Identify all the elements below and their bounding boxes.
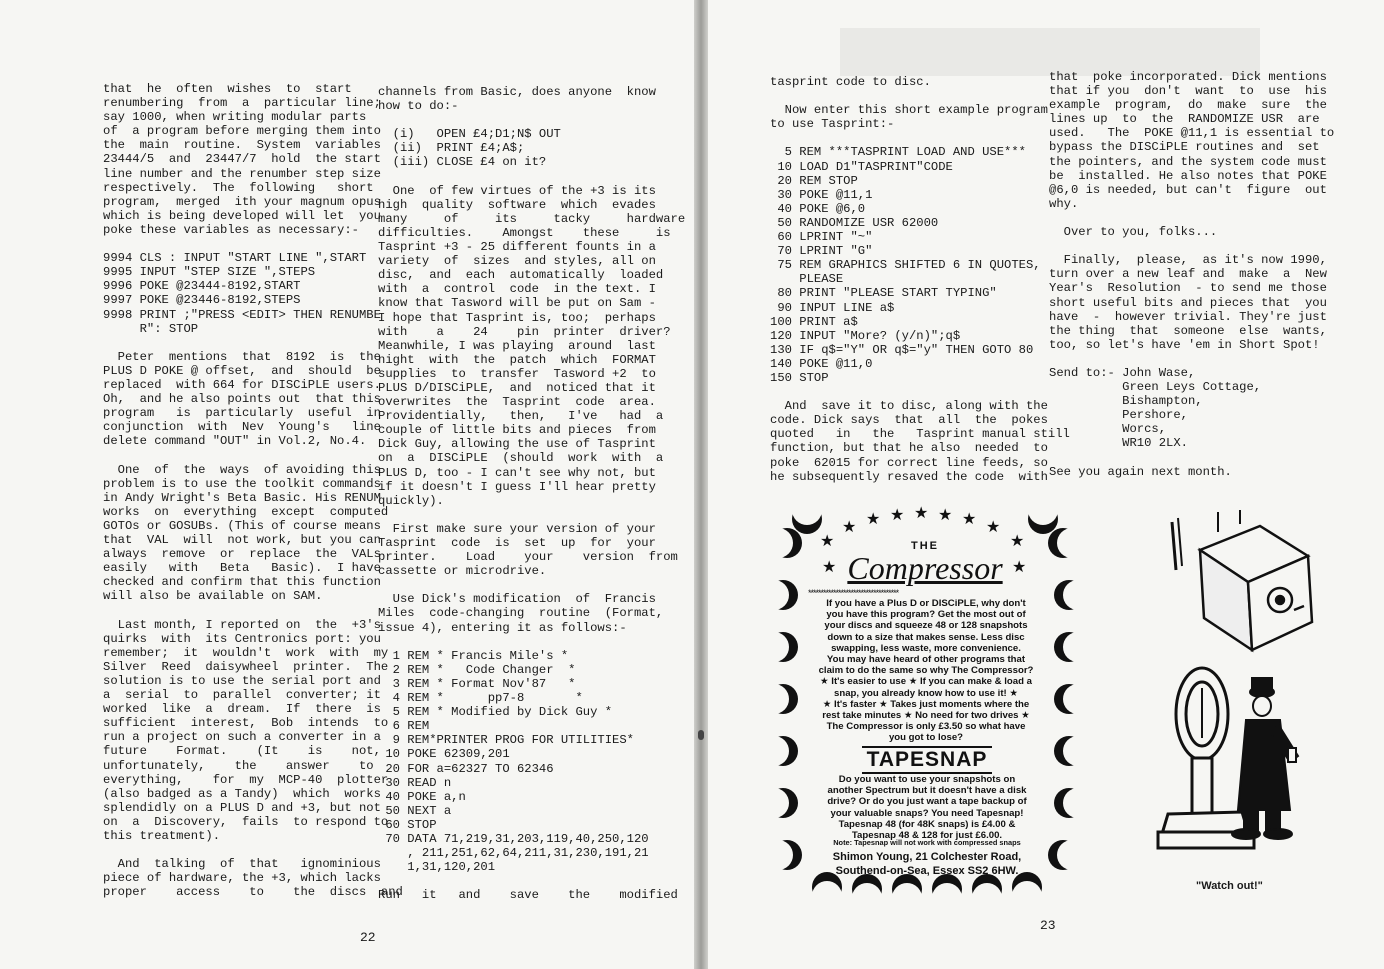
text-line: Year's Resolution - to send me those	[1049, 281, 1327, 296]
text-line: poke 62015 for correct line feeds, so	[770, 455, 1048, 470]
text-line: Tasprint +3 - 25 different founts in a	[378, 240, 656, 255]
ad-copy-line: you got to lose?	[888, 732, 964, 744]
text-line: channels from Basic, does anyone know	[378, 85, 656, 99]
cartoon-caption: "Watch out!"	[1196, 880, 1263, 892]
text-line: on a Discovery, fails to respond to	[103, 814, 389, 829]
text-line: 9998 PRINT ;"PRESS <EDIT> THEN RENUMBE	[103, 307, 381, 322]
moon-ornament	[1054, 632, 1084, 662]
text-line: poke these variables as necessary:-	[103, 222, 359, 237]
ad-copy-line: claim to do the same so why The Compressor?	[818, 665, 1034, 677]
text-line: night with the patch which FORMAT	[378, 352, 656, 367]
star-ornament: ★	[1012, 559, 1027, 576]
text-line	[378, 874, 685, 888]
text-line: replaced with 664 for DISCiPLE users.	[103, 377, 381, 392]
star-ornament: ★	[822, 559, 837, 576]
moon-ornament	[1028, 504, 1058, 534]
text-line: 1,31,120,201	[378, 860, 496, 875]
text-line: Worcs,	[1049, 422, 1167, 437]
ad-copy-line: down to a size that makes sense. Less disc	[827, 631, 1025, 643]
text-line	[1049, 239, 1334, 253]
ad-copy-line: ★ It's faster ★ Takes just moments where the	[822, 698, 1030, 710]
text-line: that VAL will not work, but you can	[103, 533, 381, 547]
text-line: splendidly on a PLUS D and +3, but not	[103, 800, 381, 815]
text-line: Finally, please, as it's now 1990,	[1049, 253, 1327, 268]
ad-tapesnap-copy	[810, 774, 1044, 841]
text-line: Run it and save the modified	[378, 888, 678, 903]
moon-ornament	[1054, 736, 1084, 766]
text-line: this treatment).	[103, 828, 221, 843]
text-line	[103, 237, 403, 251]
text-line: say 1000, when writing modular parts	[103, 110, 367, 125]
ad-address-line: Southend-on-Sea, Essex SS2 6HW.	[835, 865, 1019, 877]
text-line: 80 PRINT "PLEASE START TYPING"	[770, 286, 997, 301]
text-line: to use Tasprint:-	[770, 117, 895, 132]
text-line: variety of sizes and styles, all on	[378, 254, 656, 269]
text-line: disc, and each automatically loaded	[378, 268, 664, 283]
ad-copy-line: your discs and squeeze 48 or 128 snapshots	[824, 620, 1028, 632]
text-line	[103, 448, 403, 462]
star-ornament: ★	[890, 507, 905, 524]
text-line: 4 REM * pp7-8 *	[378, 691, 583, 706]
star-ornament: ★	[914, 505, 929, 522]
ad-address-line: Shimon Young, 21 Colchester Road,	[832, 851, 1022, 863]
ad-copy	[800, 598, 1052, 744]
text-line: 9996 POKE @23444-8192,START	[103, 279, 301, 294]
text-line: overwrites the Tasprint code area.	[378, 395, 656, 410]
text-line: quickly).	[378, 493, 444, 508]
text-line: Pershore,	[1049, 408, 1188, 423]
book-gutter	[694, 0, 708, 969]
text-line: delete command "OUT" in Vol.2, No.4.	[103, 434, 367, 449]
text-line	[1049, 451, 1334, 465]
moon-ornament	[772, 840, 802, 870]
text-line: sufficient interest, Bob intends to	[103, 716, 389, 731]
moon-ornament	[932, 874, 962, 904]
text-line: 140 POKE @11,0	[770, 356, 873, 371]
text-line: First make sure your version of your	[378, 521, 656, 536]
text-line: 50 NEXT a	[378, 803, 452, 818]
moon-ornament	[792, 504, 822, 534]
text-line: in Andy Wright's Beta Basic. His RENUM	[103, 490, 381, 505]
moon-ornament	[768, 736, 798, 766]
moon-ornament	[1048, 528, 1078, 558]
text-line: be installed. He also notes that POKE	[1049, 168, 1327, 183]
text-line: 120 INPUT "More? (y/n)";q$	[770, 328, 961, 343]
ad-copy-line: snap, you already know how to use it! ★	[834, 687, 1018, 699]
text-line	[770, 89, 1070, 103]
text-line: piece of hardware, the +3, which lacks	[103, 871, 381, 886]
text-line: 5 REM * Modified by Dick Guy *	[378, 705, 613, 720]
star-ornament: ★	[986, 519, 1001, 536]
text-line: Send to:- John Wase,	[1049, 365, 1196, 380]
text-line: @6,0 is needed, but can't figure out	[1049, 182, 1327, 197]
text-line: that poke incorporated. Dick mentions	[1049, 70, 1327, 84]
text-line: everything, for my MCP-40 plotter	[103, 772, 389, 787]
text-line: bypass the DISCiPLE routines and set	[1049, 140, 1320, 155]
star-ornament: ★	[820, 533, 835, 550]
text-line: a serial to parallel converter; it	[103, 688, 381, 703]
text-line: the thing that someone else wants,	[1049, 323, 1327, 338]
moon-ornament	[772, 528, 802, 558]
text-line: why.	[1049, 196, 1079, 211]
text-line: code. Dick says that all the pokes	[770, 413, 1048, 428]
text-line	[103, 603, 403, 617]
text-line	[770, 131, 1070, 145]
text-line	[378, 508, 685, 522]
text-line: the pointers, and the system code must	[1049, 154, 1327, 169]
ad-copy-line: rest take minutes ★ No need for two drives ★	[822, 710, 1030, 722]
left-column-1	[103, 82, 403, 899]
text-line	[378, 170, 685, 184]
text-line: 130 IF q$="Y" OR q$="y" THEN GOTO 80	[770, 342, 1034, 357]
text-line: 9997 POKE @23446-8192,STEPS	[103, 293, 301, 308]
cartoon-illustration	[1148, 510, 1344, 900]
text-line: 9994 CLS : INPUT "START LINE ",START	[103, 251, 367, 266]
text-line: PLEASE	[770, 272, 844, 287]
text-line: will also be available on SAM.	[103, 589, 323, 604]
text-line: easily with Beta Basic). I have	[103, 561, 381, 576]
text-line: on a DISCiPLE (should work with a	[378, 451, 664, 466]
compressor-advert	[766, 504, 1084, 900]
ad-copy-line: Do you want to use your snapshots on	[838, 774, 1016, 785]
ad-note: Note: Tapesnap will not work with compressed snaps	[833, 838, 1021, 847]
text-line: 9 REM*PRINTER PROG FOR UTILITIES*	[378, 733, 634, 748]
ad-copy-line: The Compressor is only £3.50 so what have	[826, 721, 1026, 733]
ad-copy-line: If you have a Plus D or DISCiPLE, why don't	[826, 598, 1026, 609]
text-line: Green Leys Cottage,	[1049, 380, 1262, 395]
right-column-2	[1049, 70, 1334, 479]
text-line: 1 REM * Francis Mile's *	[378, 648, 569, 663]
text-line: PLUS D/DISCiPLE, and noticed that it	[378, 380, 656, 395]
text-line: Bishampton,	[1049, 394, 1203, 409]
text-line: (i) OPEN £4;D1;N$ OUT	[378, 127, 561, 142]
text-line: too, so let's have 'em in Short Spot!	[1049, 337, 1320, 352]
text-line: solution is to use the serial port and	[103, 673, 381, 688]
text-line: the main routine. System variables	[103, 138, 381, 153]
page-number-right: 23	[1040, 918, 1056, 933]
star-ornament: ★	[1010, 533, 1025, 550]
text-line: 70 LPRINT "G"	[770, 244, 873, 259]
text-line: Miles code-changing routine (Format,	[378, 606, 664, 621]
moon-ornament	[852, 874, 882, 904]
text-line	[770, 385, 1070, 399]
text-line: Providentially, then, I've had a	[378, 409, 664, 424]
text-line: (ii) PRINT £4;A$;	[378, 141, 525, 156]
text-line	[378, 113, 685, 127]
text-line: Oh, and he also points out that this	[103, 392, 381, 407]
text-line: with a control code in the text. I	[378, 282, 656, 297]
text-line: And talking of that ignominious	[103, 857, 381, 872]
text-line	[378, 635, 685, 649]
text-line: 20 REM STOP	[770, 173, 858, 188]
moon-ornament	[768, 580, 798, 610]
text-line: WR10 2LX.	[1049, 436, 1188, 451]
text-line: 30 READ n	[378, 775, 452, 790]
text-line: 40 POKE @6,0	[770, 201, 866, 216]
text-line: 60 LPRINT "~"	[770, 230, 873, 245]
text-line: cassette or microdrive.	[378, 564, 547, 579]
text-line: he subsequently resaved the code with	[770, 469, 1048, 484]
text-line: 40 POKE a,n	[378, 789, 466, 804]
cartoon-drawing	[1148, 510, 1344, 880]
text-line: And save it to disc, along with the	[770, 399, 1048, 414]
text-line: worked like a dream. If there is	[103, 702, 381, 717]
moon-ornament	[1054, 788, 1084, 818]
ad-copy-line: Tapesnap 48 (for 48K snaps) is £4.00 &	[838, 818, 1016, 830]
text-line: which is being developed will let you	[103, 208, 381, 223]
text-line: Last month, I reported on the +3's	[103, 617, 381, 632]
text-line: that if you don't want to use his	[1049, 84, 1327, 99]
ad-copy-line: drive? Or do you just want a tape backup of	[827, 796, 1027, 808]
text-line: used. The POKE @11,1 is essential to	[1049, 126, 1335, 141]
ad-copy-line: ★ It's easier to use ★ If you can make & load a	[820, 676, 1032, 688]
text-line: 50 RANDOMIZE USR 62000	[770, 215, 939, 230]
text-line	[1049, 352, 1334, 366]
text-line: many of its tacky hardware	[378, 211, 686, 226]
ad-tapesnap-logo: TAPESNAP	[862, 746, 992, 774]
text-line	[103, 336, 403, 350]
text-line: remember; it wouldn't work with my	[103, 645, 389, 660]
ad-address	[806, 850, 1048, 878]
text-line: turn over a new leaf and make a New	[1049, 267, 1327, 282]
moon-ornament	[1054, 580, 1084, 610]
text-line: line number and the renumber step size	[103, 166, 381, 181]
ad-star-divider: ************************************	[808, 588, 899, 598]
text-line: 23444/5 and 23447/7 hold the start	[103, 152, 381, 167]
text-line: Meanwhile, I was playing around last	[378, 338, 656, 353]
text-line: short useful bits and pieces that you	[1049, 295, 1327, 310]
text-line: high quality software which evades	[378, 197, 656, 212]
text-line: Peter mentions that 8192 is the	[103, 349, 381, 364]
ad-copy-line: Tapesnap 48 & 128 for just £6.00.	[851, 830, 1003, 842]
text-line: Use Dick's modification of Francis	[378, 592, 656, 607]
binding-mark	[698, 730, 704, 740]
ad-copy-line: you have this program? Get the most out of	[826, 609, 1026, 621]
moon-ornament	[768, 788, 798, 818]
text-line: I hope that Tasprint is, too; perhaps	[378, 310, 656, 325]
star-ornament: ★	[938, 507, 953, 524]
text-line: quoted in the Tasprint manual still	[770, 427, 1070, 442]
ad-title: Compressor	[847, 550, 1003, 586]
text-line	[1049, 211, 1334, 225]
text-line: (also badged as a Tandy) which works	[103, 786, 381, 801]
text-line: Silver Reed daisywheel printer. The	[103, 659, 389, 674]
text-line: works on everything except computed	[103, 504, 389, 519]
text-line: of a program before merging them into	[103, 124, 381, 139]
text-line: unfortunately, the answer to	[103, 758, 374, 773]
right-page	[708, 0, 1384, 969]
text-line: if it doesn't I guess I'll hear pretty	[378, 479, 656, 494]
text-line: respectively. The following short	[103, 180, 374, 195]
moon-ornament	[1054, 684, 1084, 714]
text-line: PLUS D POKE @ offset, and should be	[103, 363, 381, 378]
text-line: printer. Load your version from	[378, 550, 678, 565]
ad-the: THE	[911, 540, 939, 552]
text-line: 30 POKE @11,1	[770, 187, 873, 202]
text-line: know that Tasword will be put on Sam -	[378, 296, 656, 311]
text-line: 60 STOP	[378, 817, 437, 832]
text-line: issue 4), entering it as follows:-	[378, 620, 627, 635]
text-line: renumbering from a particular line;	[103, 96, 381, 111]
page-number-left: 22	[360, 930, 376, 945]
text-line: couple of little bits and pieces from	[378, 423, 656, 438]
text-line: (iii) CLOSE £4 on it?	[378, 155, 547, 170]
ad-copy-line: another Spectrum but it doesn't have a disk	[827, 785, 1027, 797]
text-line: PLUS D, too - I can't see why not, but	[378, 465, 656, 480]
star-ornament: ★	[962, 511, 977, 528]
left-column-2	[378, 85, 685, 902]
text-line: 2 REM * Code Changer *	[378, 662, 576, 677]
text-line: Now enter this short example program	[770, 103, 1048, 118]
text-line: 6 REM	[378, 719, 430, 734]
text-line: Dick Guy, allowing the use of Tasprint	[378, 437, 656, 452]
text-line: problem is to use the toolkit commands	[103, 476, 381, 491]
text-line: 10 LOAD D1"TASPRINT"CODE	[770, 159, 953, 174]
text-line: GOTOs or GOSUBs. (This of course means	[103, 518, 381, 533]
text-line: conjunction with Nev Young's line	[103, 420, 381, 435]
text-line: One of the ways of avoiding this	[103, 462, 381, 477]
show-through-shadow	[840, 28, 1260, 76]
text-line: 20 FOR a=62327 TO 62346	[378, 761, 554, 776]
moon-ornament	[768, 684, 798, 714]
text-line: difficulties. Amongst these is	[378, 225, 671, 240]
text-line: 9995 INPUT "STEP SIZE ",STEPS	[103, 265, 316, 280]
text-line: lines up to the RANDOMIZE USR are	[1049, 112, 1320, 127]
text-line: Over to you, folks...	[1049, 225, 1218, 240]
text-line	[378, 578, 685, 592]
text-line: checked and confirm that this function	[103, 575, 381, 590]
text-line: have - however trivial. They're just	[1049, 309, 1327, 324]
text-line: 100 PRINT a$	[770, 314, 858, 329]
ad-copy-line: You may have heard of other programs that	[826, 654, 1026, 666]
text-line: R": STOP	[103, 321, 199, 336]
text-line: run a project on such a converter in a	[103, 730, 381, 745]
text-line: quirks with its Centronics port: you	[103, 631, 381, 646]
text-line: 3 REM * Format Nov'87 *	[378, 676, 576, 691]
star-ornament: ★	[842, 519, 857, 536]
text-line: always remove or replace the VALs	[103, 547, 381, 562]
right-column-1	[770, 75, 1070, 484]
text-line: , 211,251,62,64,211,31,230,191,21	[378, 846, 649, 861]
moon-ornament	[1048, 840, 1078, 870]
ad-copy-line: swapping, less waste, more convenience.	[831, 642, 1021, 654]
ad-copy-line: your valuable snaps? You need Tapesnap!	[830, 807, 1024, 819]
text-line: function, but that he also needed to	[770, 441, 1048, 456]
moon-ornament	[768, 632, 798, 662]
text-line: supplies to transfer Tasword +2 to	[378, 366, 656, 381]
moon-ornament	[972, 874, 1002, 904]
text-line: future Format. (It is not,	[103, 744, 381, 759]
text-line: program is particularly useful in	[103, 406, 381, 421]
text-line: that he often wishes to start	[103, 82, 352, 96]
text-line: 70 DATA 71,219,31,203,119,40,250,120	[378, 831, 649, 846]
text-line: how to do:-	[378, 99, 459, 114]
text-line: proper access to the discs and	[103, 885, 403, 900]
moon-ornament	[892, 874, 922, 904]
text-line	[103, 843, 403, 857]
text-line: tasprint code to disc.	[770, 75, 931, 89]
text-line: 150 STOP	[770, 370, 829, 385]
text-line: with a 24 pin printer driver?	[378, 324, 671, 339]
star-ornament: ★	[866, 511, 881, 528]
text-line: 10 POKE 62309,201	[378, 747, 510, 762]
text-line: 5 REM ***TASPRINT LOAD AND USE***	[770, 145, 1026, 160]
text-line: 90 INPUT LINE a$	[770, 300, 895, 315]
text-line: See you again next month.	[1049, 464, 1232, 479]
text-line: example program, do make sure the	[1049, 98, 1327, 113]
text-line: program, merged ith your magnum opus	[103, 194, 381, 209]
text-line: One of few virtues of the +3 is its	[378, 183, 656, 198]
text-line: 75 REM GRAPHICS SHIFTED 6 IN QUOTES,	[770, 258, 1041, 273]
text-line: Tasprint code is set up for your	[378, 536, 656, 550]
